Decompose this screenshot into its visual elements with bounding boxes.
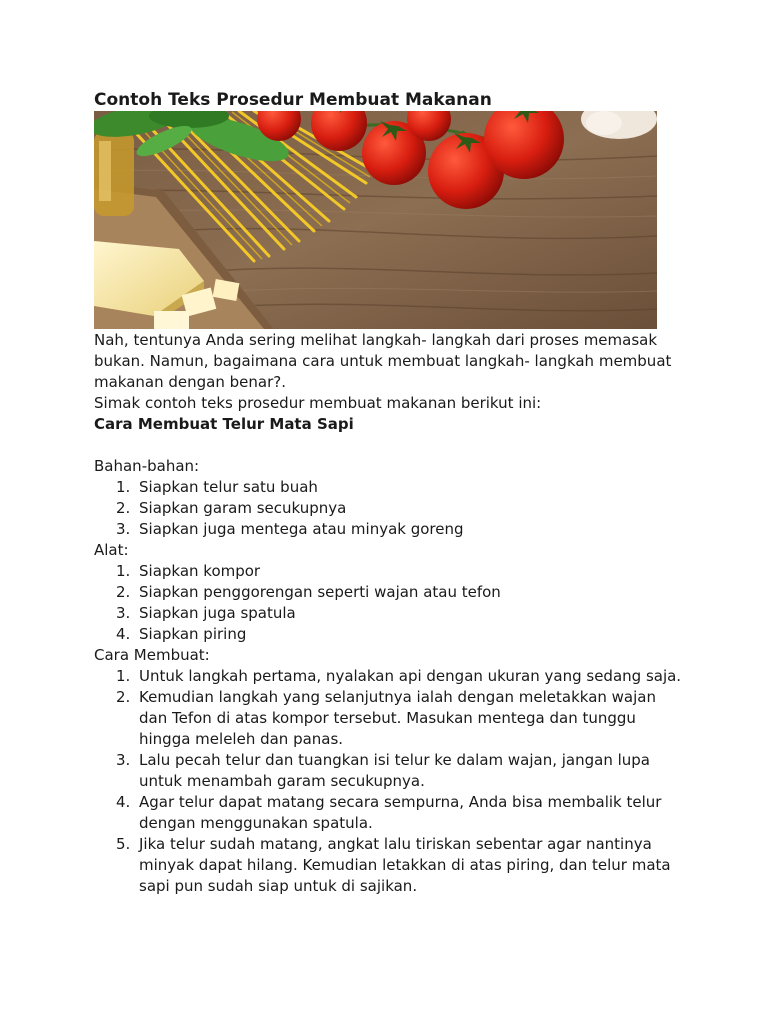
- list-item: 3. Siapkan juga mentega atau minyak goreng: [116, 520, 464, 538]
- list-item: 1. Siapkan telur satu buah: [116, 478, 318, 496]
- food-photo: [94, 111, 657, 329]
- tools-list: [94, 561, 684, 645]
- recipe-title: Cara Membuat Telur Mata Sapi: [94, 415, 354, 433]
- list-item: 2. Siapkan garam secukupnya: [116, 499, 347, 517]
- list-item: 4. Agar telur dapat matang secara sempurna, Anda bisa membalik telur dengan menggunakan spatula.: [116, 793, 662, 832]
- list-item: 2. Kemudian langkah yang selanjutnya ialah dengan meletakkan wajan dan Tefon di atas kompor tersebut. Masukan mentega dan tunggu hingga meleleh dan panas.: [116, 688, 656, 748]
- steps-heading: Cara Membuat:: [94, 646, 210, 664]
- list-item: 4. Siapkan piring: [116, 625, 247, 643]
- list-item: 1. Siapkan kompor: [116, 562, 261, 580]
- steps-list: [94, 666, 684, 897]
- list-item: 5. Jika telur sudah matang, angkat lalu tiriskan sebentar agar nantinya minyak dapat hilang. Kemudian letakkan di atas piring, dan telur mata sapi pun sudah siap untuk di sajikan.: [116, 835, 671, 895]
- list-item: 1. Untuk langkah pertama, nyalakan api dengan ukuran yang sedang saja.: [116, 667, 682, 685]
- list-item: 3. Lalu pecah telur dan tuangkan isi telur ke dalam wajan, jangan lupa untuk menambah garam secukupnya.: [116, 751, 651, 790]
- document-content: [94, 89, 684, 897]
- ingredients-list: [94, 477, 684, 540]
- list-item: 3. Siapkan juga spatula: [116, 604, 296, 622]
- tools-heading: Alat:: [94, 541, 129, 559]
- list-item: 2. Siapkan penggorengan seperti wajan atau tefon: [116, 583, 501, 601]
- page-title: Contoh Teks Prosedur Membuat Makanan: [94, 90, 492, 110]
- blank-line: [94, 435, 684, 456]
- ingredients-heading: Bahan-bahan:: [94, 457, 200, 475]
- intro-paragraph: Nah, tentunya Anda sering melihat langkah- langkah dari proses memasak bukan. Namun, bagaimana cara untuk membuat langkah- langkah membuat makanan dengan benar?.: [94, 331, 672, 391]
- lead-paragraph: Simak contoh teks prosedur membuat makanan berikut ini:: [94, 394, 542, 412]
